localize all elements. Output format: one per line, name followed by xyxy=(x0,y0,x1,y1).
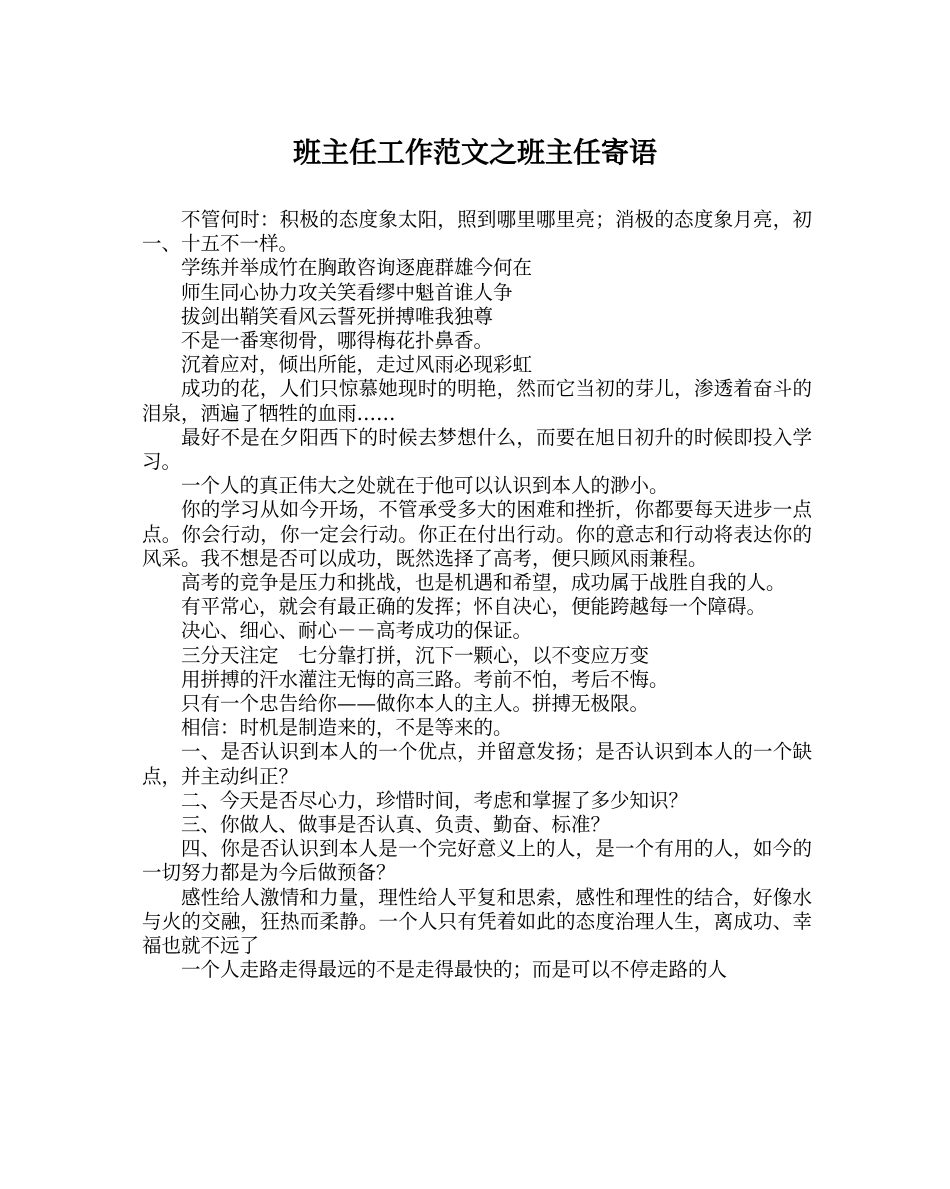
paragraph: 二、今天是否尽心力，珍惜时间，考虑和掌握了多少知识？ xyxy=(181,788,689,812)
paragraph: 四、你是否认识到本人是一个完好意义上的人，是一个有用的人，如今的一切努力都是为今后做预备？ xyxy=(142,837,812,885)
paragraph: 一个人走路走得最远的不是走得最快的；而是可以不停走路的人 xyxy=(181,958,728,982)
document-body xyxy=(142,208,812,983)
paragraph: 成功的花，人们只惊慕她现时的明艳，然而它当初的芽儿，渗透着奋斗的泪泉，洒遍了牺牲的血雨…… xyxy=(142,377,812,425)
paragraph: 三分天注定 七分靠打拼，沉下一颗心，以不变应万变 xyxy=(181,643,650,667)
paragraph: 用拼搏的汗水灌注无悔的高三路。考前不怕，考后不悔。 xyxy=(181,667,669,691)
paragraph: 相信：时机是制造来的，不是等来的。 xyxy=(181,716,513,740)
paragraph: 不管何时：积极的态度象太阳，照到哪里哪里亮；消极的态度象月亮，初一、十五不一样。 xyxy=(142,208,812,256)
paragraph: 只有一个忠告给你——做你本人的主人。拼搏无极限。 xyxy=(181,692,650,716)
paragraph: 沉着应对，倾出所能，走过风雨必现彩虹 xyxy=(181,353,533,377)
paragraph: 师生同心协力攻关笑看缪中魁首谁人争 xyxy=(181,280,513,304)
paragraph: 三、你做人、做事是否认真、负责、勤奋、标准？ xyxy=(181,813,611,837)
paragraph: 决心、细心、耐心－－高考成功的保证。 xyxy=(181,619,533,643)
paragraph: 一个人的真正伟大之处就在于他可以认识到本人的渺小。 xyxy=(181,474,669,498)
paragraph: 一、是否认识到本人的一个优点，并留意发扬；是否认识到本人的一个缺点，并主动纠正？ xyxy=(142,740,812,788)
paragraph: 最好不是在夕阳西下的时候去梦想什么，而要在旭日初升的时候即投入学习。 xyxy=(142,425,812,474)
document-title: 班主任工作范文之班主任寄语 xyxy=(292,136,657,169)
paragraph: 感性给人激情和力量，理性给人平复和思索，感性和理性的结合，好像水与火的交融，狂热而柔静。一个人只有凭着如此的态度治理人生，离成功、幸福也就不远了 xyxy=(142,885,812,958)
paragraph: 学练并举成竹在胸敢咨询逐鹿群雄今何在 xyxy=(181,256,533,280)
paragraph: 你的学习从如今开场，不管承受多大的困难和挫折，你都要每天进步一点点。你会行动，你一定会行动。你正在付出行动。你的意志和行动将表达你的风采。我不想是否可以成功，既然选择了高考，便只顾风雨兼程。 xyxy=(142,498,812,570)
paragraph: 有平常心，就会有最正确的发挥；怀自决心，便能跨越每一个障碍。 xyxy=(181,595,767,619)
paragraph: 拔剑出鞘笑看风云誓死拼搏唯我独尊 xyxy=(181,304,494,328)
paragraph: 高考的竞争是压力和挑战，也是机遇和希望，成功属于战胜自我的人。 xyxy=(181,571,786,595)
paragraph: 不是一番寒彻骨，哪得梅花扑鼻香。 xyxy=(181,329,494,353)
